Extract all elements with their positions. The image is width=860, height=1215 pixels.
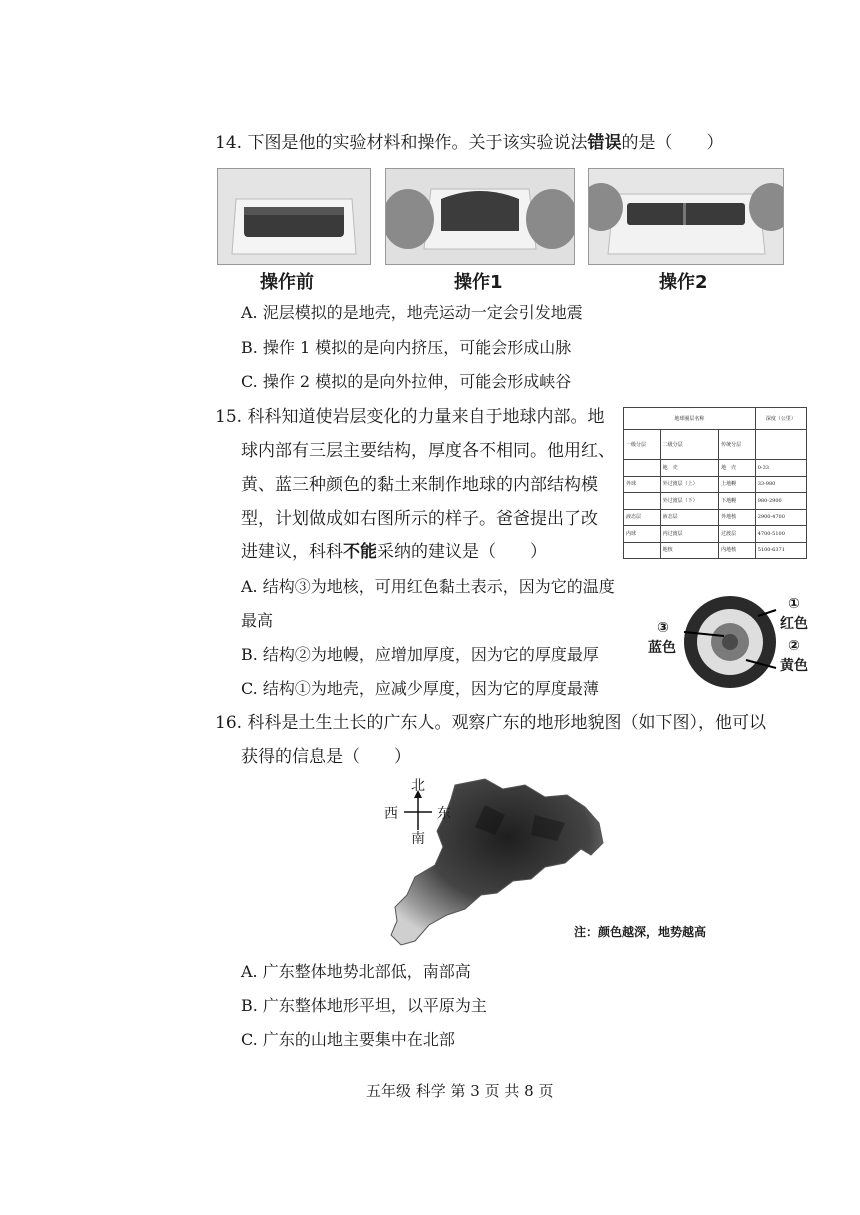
table-cell: 内地核 [719,542,756,559]
table-cell: 980-2900 [755,493,806,510]
table-col1-header: 一级分层 [624,430,661,460]
table-header-name: 地球圈层名称 [624,408,756,430]
table-cell: 下地幔 [719,493,756,510]
table-col2-header: 二级分层 [660,430,719,460]
map-legend-note: 注：颜色越深，地势越高 [574,925,707,939]
table-cell: 内球 [624,526,661,543]
table-cell: 上地幔 [719,476,756,493]
q15-line5-pre: 进建议，科科 [241,542,343,562]
label-1-number: ① [788,596,800,612]
table-cell: 外地核 [719,509,756,526]
q14-option-b: B. 操作 1 模拟的是向内挤压，可能会形成山脉 [241,338,572,357]
table-col3-header: 传统分层 [719,430,756,460]
label-3-color: 蓝色 [648,640,676,656]
table-cell: 内过渡层 [660,526,719,543]
compass-east: 东 [437,806,451,822]
q15-option-c: C. 结构①为地壳，应减少厚度，因为它的厚度最薄 [241,679,599,698]
table-cell: 0-33 [755,460,806,477]
table-cell: 4700-5100 [755,526,806,543]
q16-option-b: B. 广东整体地形平坦，以平原为主 [241,996,487,1015]
label-2-color: 黄色 [780,658,808,674]
table-cell [624,542,661,559]
label-3-number: ③ [657,620,669,636]
table-cell [624,460,661,477]
squeeze-hands-image [386,169,574,264]
table-cell: 5100-6371 [755,542,806,559]
q16-option-c: C. 广东的山地主要集中在北部 [241,1030,455,1049]
table-cell: 外过渡层（下） [660,493,719,510]
label-1-color: 红色 [780,616,808,632]
table-cell: 外球 [624,476,661,493]
table-cell: 液态层 [624,509,661,526]
q16-line1: 16. 科科是土生土长的广东人。观察广东的地形地貌图（如下图），他可以 [215,713,766,733]
photo-caption-op2: 操作2 [659,272,708,293]
q14-stem-emphasis: 错误 [587,133,622,153]
label-2-number: ② [788,638,800,654]
q14-option-c: C. 操作 2 模拟的是向外拉伸，可能会形成峡谷 [241,372,572,391]
q14-option-a: A. 泥层模拟的是地壳，地壳运动一定会引发地震 [241,303,583,322]
stretch-hands-image [589,169,783,264]
page-footer: 五年级 科学 第 3 页 共 8 页 [366,1082,554,1100]
compass-south: 南 [411,831,425,847]
q16-option-a: A. 广东整体地势北部低，南部高 [241,962,471,981]
compass-west: 西 [384,806,398,822]
photo-caption-before: 操作前 [260,272,314,293]
q15-line5-emphasis: 不能 [343,542,377,562]
q15-line1: 15. 科科知道使岩层变化的力量来自于地球内部。地 [215,407,605,427]
table-header-depth: 深度（公里） [755,408,806,430]
table-cell: 地 壳 [719,460,756,477]
q15-option-a: A. 结构③为地核，可用红色黏土表示，因为它的温度 [241,577,615,596]
table-cell: 液态层 [660,509,719,526]
q15-line5-post: 采纳的建议是（ ） [377,542,547,562]
clay-tray-image [218,169,370,264]
photo-caption-op1: 操作1 [454,272,503,293]
q15-line4: 型，计划做成如右图所示的样子。爸爸提出了改 [241,509,598,529]
q15-line2: 球内部有三层主要结构，厚度各不相同。他用红、 [241,441,615,461]
q15-line5 [241,542,547,562]
compass-north: 北 [411,778,425,794]
table-cell: 地核 [660,542,719,559]
table-cell: 2900-4700 [755,509,806,526]
q15-option-a-cont: 最高 [241,611,274,630]
table-cell: 外过渡层（上） [660,476,719,493]
q15-line3: 黄、蓝三种颜色的黏土来制作地球的内部结构模 [241,475,598,495]
table-cell: 33-980 [755,476,806,493]
table-cell [624,493,661,510]
photo-operation-1 [385,168,575,265]
q15-option-b: B. 结构②为地幔，应增加厚度，因为它的厚度最厚 [241,645,599,664]
table-cell: 地 壳 [660,460,719,477]
earth-structure-diagram [680,592,780,692]
q14-stem [215,133,723,153]
q14-stem-post: 的是（ ） [621,133,724,153]
q16-line2: 获得的信息是（ ） [241,747,411,767]
table-cell: 过渡层 [719,526,756,543]
photo-operation-2 [588,168,784,265]
earth-layers-table [623,407,807,559]
photo-before-operation [217,168,371,265]
q14-stem-pre: 14. 下图是他的实验材料和操作。关于该实验说法 [215,133,588,153]
